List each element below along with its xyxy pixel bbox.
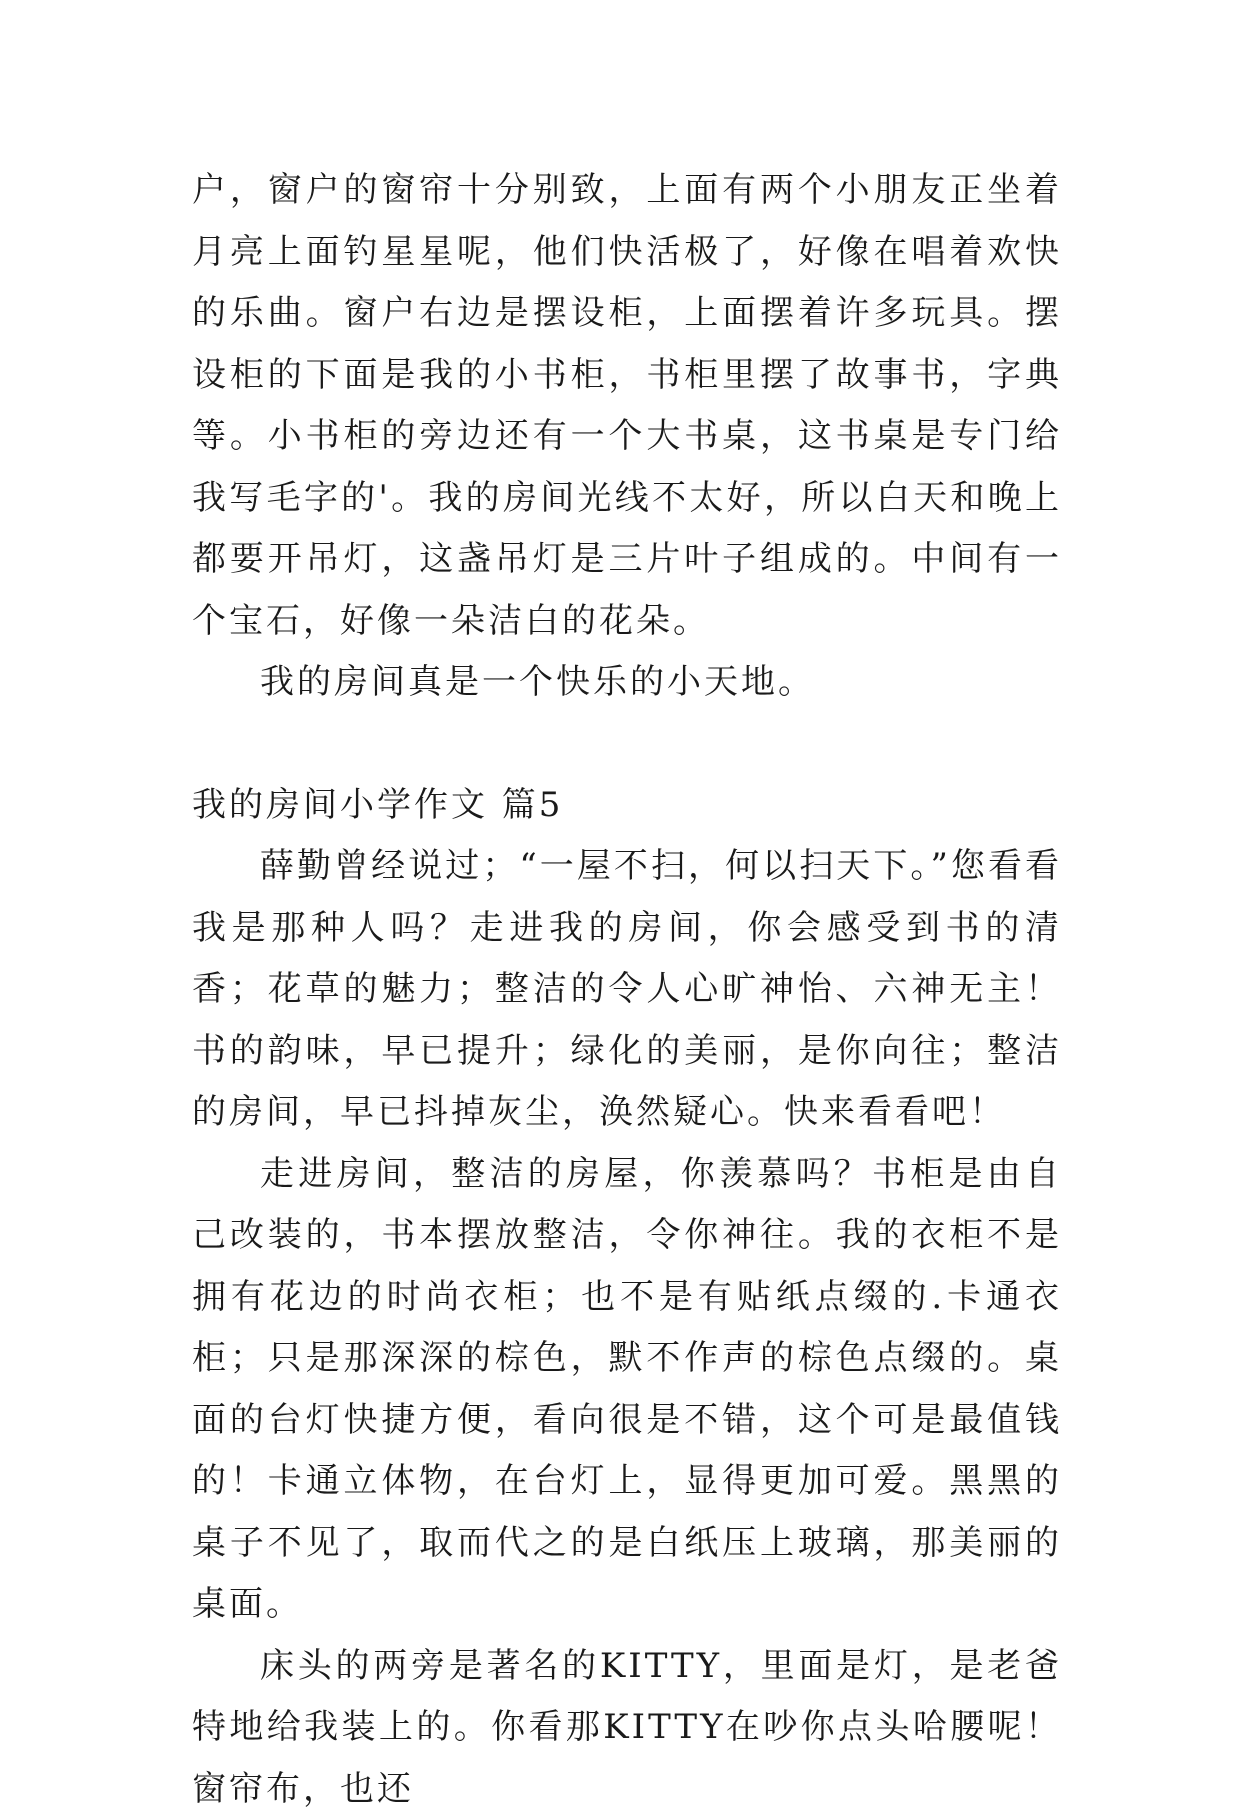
paragraph-bedside: 床头的两旁是著名的KITTY，里面是灯，是老爸特地给我装上的。你看那KITTY在吵你点头哈腰呢！窗帘布，也还 [192, 1636, 1062, 1820]
paragraph-intro: 薛勤曾经说过；“一屋不扫，何以扫天下。”您看看我是那种人吗？走进我的房间，你会感受到书的清香；花草的魅力；整洁的令人心旷神怡、六神无主！书的韵味，早已提升；绿化的美丽，是你向往；整洁的房间，早已抖掉灰尘，涣然疑心。快来看看吧！ [192, 836, 1062, 1144]
section-spacer [192, 714, 1062, 775]
paragraph-room: 走进房间，整洁的房屋，你羡慕吗？书柜是由自己改装的，书本摆放整洁，令你神往。我的衣柜不是拥有花边的时尚衣柜；也不是有贴纸点缀的.卡通衣柜；只是那深深的棕色，默不作声的棕色点缀的。桌面的台灯快捷方便，看向很是不错，这个可是最值钱的！卡通立体物，在台灯上，显得更加可爱。黑黑的桌子不见了，取而代之的是白纸压上玻璃，那美丽的桌面。 [192, 1144, 1062, 1636]
paragraph-summary: 我的房间真是一个快乐的小天地。 [192, 652, 1062, 714]
section-heading: 我的房间小学作文 篇5 [192, 775, 1062, 837]
document-body [192, 160, 1062, 1820]
paragraph-continued: 户，窗户的窗帘十分别致，上面有两个小朋友正坐着月亮上面钓星星呢，他们快活极了，好像在唱着欢快的乐曲。窗户右边是摆设柜，上面摆着许多玩具。摆设柜的下面是我的小书柜，书柜里摆了故事书，字典等。小书柜的旁边还有一个大书桌，这书桌是专门给我写毛字的'。我的房间光线不太好，所以白天和晚上都要开吊灯，这盏吊灯是三片叶子组成的。中间有一个宝石，好像一朵洁白的花朵。 [192, 160, 1062, 652]
